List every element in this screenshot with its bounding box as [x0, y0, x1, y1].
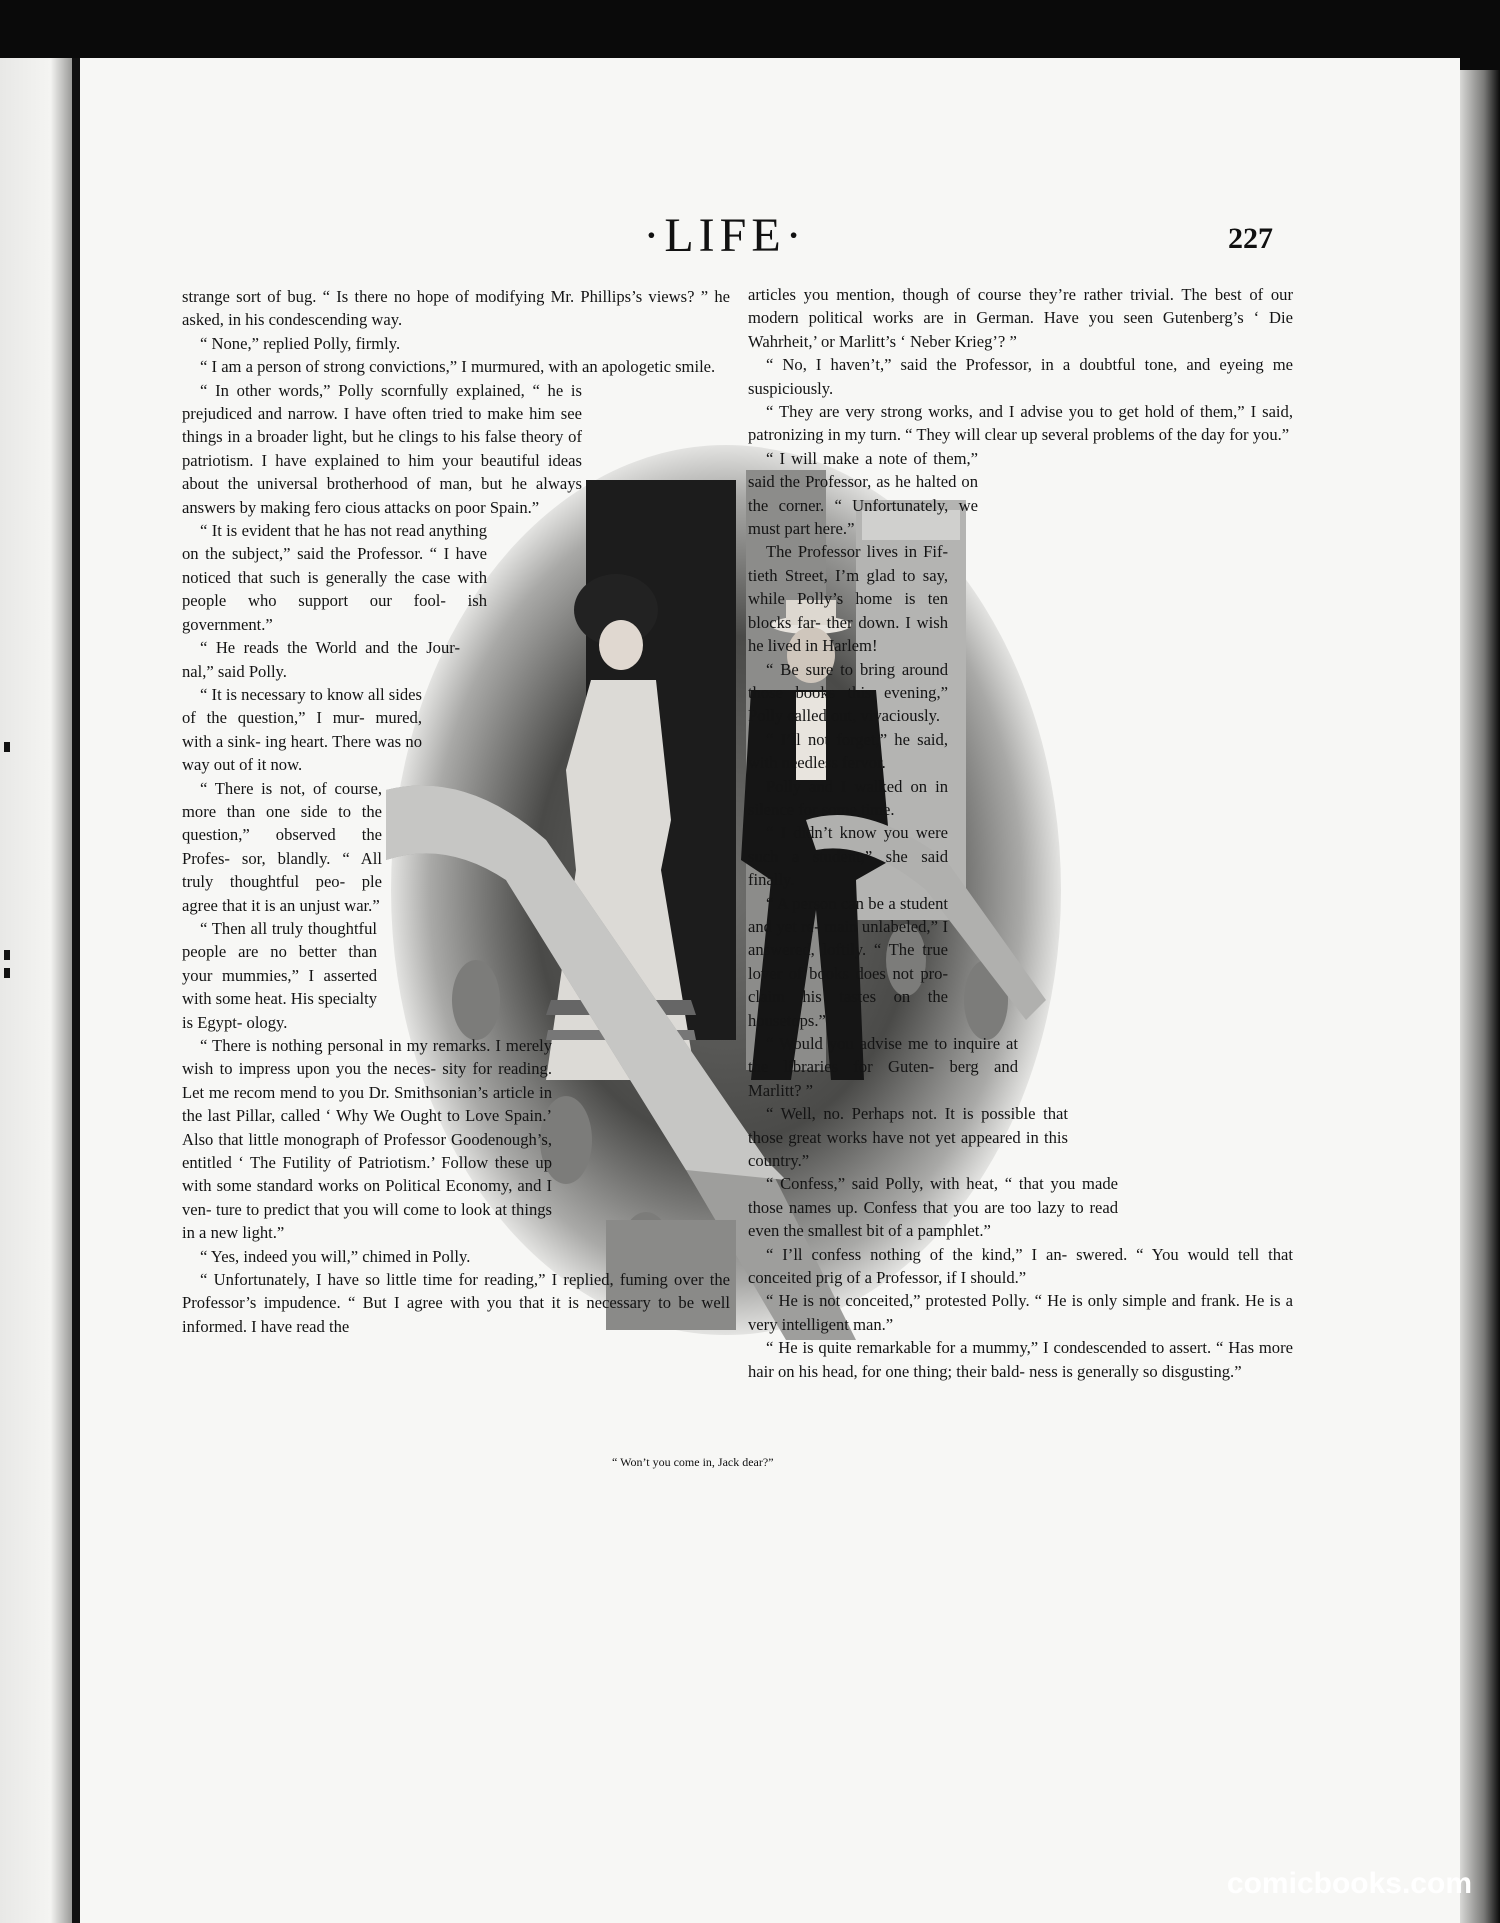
paragraph: “ It is necessary to know all sides of the question,” I mur- mured, with a sink- ing heart. There was no way out of it now. — [182, 684, 422, 775]
watermark: comicbooks.com — [1226, 1867, 1472, 1900]
paragraph: “ He reads the World and the Jour- nal,” said Polly. — [182, 638, 460, 681]
masthead-title: ·LIFE· — [643, 209, 807, 262]
paragraph: strange sort of bug. “ Is there no hope of modifying Mr. Phillips’s views? ” he asked, in his condescending way. — [182, 287, 730, 330]
paragraph: “ I didn’t know you were such a student,” she said finally. — [748, 823, 948, 890]
paragraph: “ Yes, indeed you will,” chimed in Polly. — [200, 1246, 471, 1266]
paragraph: “ It is evident that he has not read anything on the subject,” said the Professor. “ I have noticed that such is generally the case with people who support our fool- ish government.” — [182, 521, 487, 634]
paragraph: articles you mention, though of course they’re rather trivial. The best of our modern political works are in German. Have you seen Gutenberg’s ‘ Die Wahrheit,’ or Marlitt’s ‘ Neber Krieg’? ” — [748, 285, 1293, 351]
margin-mark — [4, 742, 10, 752]
paragraph: “ Then all truly thoughtful people are no better than your mummies,” I asserted with some heat. His specialty is Egypt- ology. — [182, 918, 377, 1032]
paragraph: “ He is not conceited,” protested Polly. “ He is only simple and frank. He is a very intelligent man.” — [748, 1291, 1293, 1334]
paragraph: “ Be sure to bring around those books this evening,” Polly called out, vivaciously. — [748, 659, 948, 726]
paragraph: “ Well, no. Perhaps not. It is possible that those great works have not yet appeared in this country.” — [748, 1104, 1068, 1171]
margin-mark — [4, 950, 10, 960]
left-column — [182, 285, 730, 1338]
paragraph: “ Would you advise me to inquire at the libraries for Guten- berg and Marlitt? ” — [748, 1034, 1018, 1100]
paragraph: “ I’ll confess nothing of the kind,” I an- swered. “ You would tell that conceited prig of a Professor, if I should.” — [748, 1244, 1293, 1288]
paragraph: Polly and I walked on in silence for some time. — [748, 776, 948, 819]
paragraph: “ A person can be a student and yet re- main unlabeled,” I answered, loftily. “ The true lover of books does not pro- claim his tastes on the housetops.” — [748, 893, 948, 1030]
paragraph: “ In other words,” Polly scornfully explained, “ he is prejudiced and narrow. I have often tried to make him see things in a broader light, but he clings to his false theory of patriotism. I have explained to him your beautiful ideas about the universal brotherhood of man, but he always answers by making fero cious attacks on poor Spain.” — [182, 380, 582, 517]
page-number: 227 — [1228, 222, 1273, 255]
spine — [72, 58, 80, 1923]
paragraph: The Professor lives in Fif- tieth Street, I’m glad to say, while Polly’s home is ten blocks far- ther down. I wish he lived in Harlem! — [748, 542, 948, 656]
right-column — [748, 283, 1293, 1383]
paragraph: “ He is quite remarkable for a mummy,” I condescended to assert. “ Has more hair on his head, for one thing; their bald- ness is generally so disgusting.” — [748, 1338, 1293, 1381]
paragraph: “ I’ll not forget,” he said, with needless fervor. — [748, 729, 948, 773]
paragraph: “ No, I haven’t,” said the Professor, in a doubtful tone, and eyeing me suspiciously. — [748, 355, 1293, 398]
margin-mark — [4, 968, 10, 978]
paragraph: “ They are very strong works, and I advise you to get hold of them,” I said, patronizing in my turn. “ They will clear up several problems of the day for you.” — [748, 402, 1293, 445]
paragraph: “ There is not, of course, more than one side to the question,” observed the Profes- sor, blandly. “ All truly thoughtful peo- ple agree that it is an unjust war.” — [182, 778, 382, 915]
illustration-caption: “ Won’t you come in, Jack dear?” — [612, 1455, 774, 1469]
right-page-edge — [1460, 70, 1500, 1923]
paragraph: “ I will make a note of them,” said the Professor, as he halted on the corner. “ Unfortunately, we must part here.” — [748, 448, 978, 539]
paragraph: “ None,” replied Polly, firmly. — [200, 333, 401, 353]
paragraph: “ Unfortunately, I have so little time for reading,” I replied, fuming over the Professor’s impudence. “ But I agree with you that it is necessary to be well informed. I have read the — [182, 1270, 730, 1336]
paragraph: “ There is nothing personal in my remarks. I merely wish to impress upon you the neces- sity for reading. Let me recom mend to you Dr. Smithsonian’s article in the last Pillar, called ‘ Why We Ought to Love Spain.’ Also that little monograph of Professor Goodenough’s, entitled ‘ The Futility of Patriotism.’ Follow these up with some standard works on Political Economy, and I ven- ture to predict that you will come to look at things in a new light.” — [182, 1036, 552, 1243]
paragraph: “ Confess,” said Polly, with heat, “ that you made those names up. Confess that you are too lazy to read even the smallest bit of a pamphlet.” — [748, 1174, 1118, 1241]
left-page-edge — [0, 58, 72, 1923]
paragraph: “ I am a person of strong convictions,” I murmured, with an apologetic smile. — [200, 357, 716, 377]
